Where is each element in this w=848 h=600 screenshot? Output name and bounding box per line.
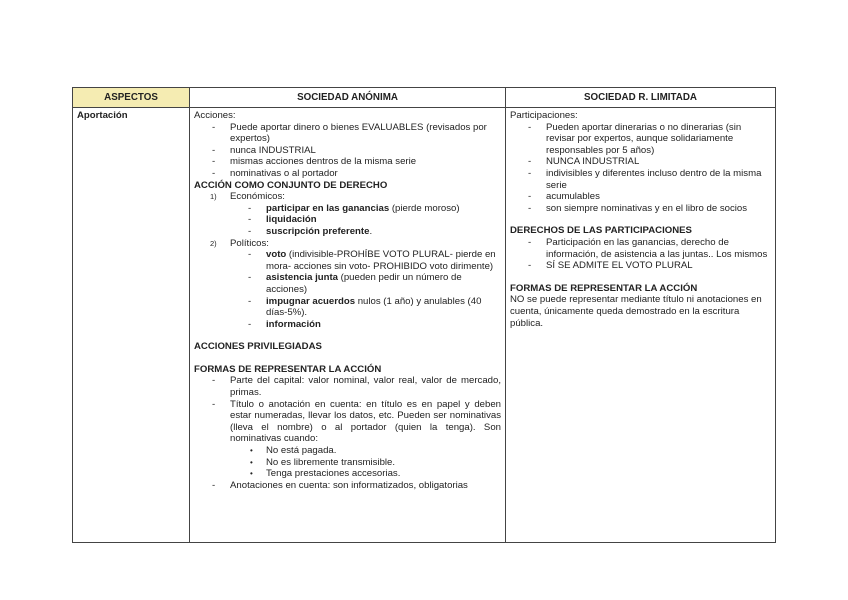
economicos-label: Económicos: <box>230 191 285 203</box>
list-item: - SÍ SE ADMITE EL VOTO PLURAL <box>510 260 771 272</box>
list-item: • No es libremente transmisible. <box>194 457 501 469</box>
list-item: - mismas acciones dentros de la misma serie <box>194 156 501 168</box>
srl-participaciones-list <box>510 122 771 215</box>
srl-heading-derechos: DERECHOS DE LAS PARTICIPACIONES <box>510 225 692 237</box>
sa-politicos-list <box>194 238 501 250</box>
list-item: - suscripción preferente. <box>194 226 501 238</box>
sa-cuando-list <box>194 445 501 480</box>
list-item: - Título o anotación en cuenta: en título es en papel y deben estar numeradas, llevar los datos, etc. Pueden ser nominativas (lleva el nombre) o al portador (quien la tenga). Son nominativas cuando: <box>194 399 501 445</box>
cell-sociedad-anonima <box>190 108 506 543</box>
list-item: - nominativas o al portador <box>194 168 501 180</box>
srl-intro: Participaciones: <box>510 110 578 121</box>
list-item-economicos <box>194 191 501 203</box>
header-sociedad-anonima: SOCIEDAD ANÓNIMA <box>190 88 506 108</box>
list-item: - Puede aportar dinero o bienes EVALUABLES (revisados por expertos) <box>194 122 501 145</box>
economicos-list <box>194 203 501 238</box>
list-item: - NUNCA INDUSTRIAL <box>510 156 771 168</box>
sa-intro: Acciones: <box>194 110 236 121</box>
list-item: - acumulables <box>510 191 771 203</box>
list-item: - indivisibles y diferentes incluso dentro de la misma serie <box>510 168 771 191</box>
cell-sociedad-limitada <box>506 108 776 543</box>
header-sociedad-limitada: SOCIEDAD R. LIMITADA <box>506 88 776 108</box>
list-item-politicos <box>194 238 501 250</box>
list-item: - voto (indivisible-PROHÍBE VOTO PLURAL- pierde en mora- acciones sin voto- PROHIBIDO voto dirimente) <box>194 249 501 272</box>
list-number: 2) <box>210 238 217 248</box>
list-item: - asistencia junta (pueden pedir un número de acciones) <box>194 272 501 295</box>
row-label-aportacion: Aportación <box>73 108 190 543</box>
list-item: • No está pagada. <box>194 445 501 457</box>
comparison-table <box>72 87 776 543</box>
list-number: 1) <box>210 192 217 202</box>
header-row <box>73 88 776 108</box>
list-item: - información <box>194 319 501 331</box>
header-aspectos: ASPECTOS <box>73 88 190 108</box>
sa-heading-privilegiadas: ACCIONES PRIVILEGIADAS <box>194 341 322 353</box>
list-item: - nunca INDUSTRIAL <box>194 145 501 157</box>
sa-heading-formas: FORMAS DE REPRESENTAR LA ACCIÓN <box>194 363 382 375</box>
sa-formas-list <box>194 375 501 445</box>
list-item: - Anotaciones en cuenta: son informatizados, obligatorias <box>194 480 501 492</box>
sa-derechos-list <box>194 191 501 203</box>
list-item: • Tenga prestaciones accesorias. <box>194 468 501 480</box>
srl-heading-formas: FORMAS DE REPRESENTAR LA ACCIÓN <box>510 282 698 294</box>
srl-derechos-list <box>510 237 771 272</box>
politicos-list <box>194 249 501 330</box>
list-item: - son siempre nominativas y en el libro de socios <box>510 203 771 215</box>
list-item: - Parte del capital: valor nominal, valor real, valor de mercado, primas. <box>194 375 501 398</box>
sa-heading-derecho: ACCIÓN COMO CONJUNTO DE DERECHO <box>194 179 388 191</box>
list-item: - impugnar acuerdos nulos (1 año) y anulables (40 días-5%). <box>194 296 501 319</box>
politicos-label: Políticos: <box>230 237 269 249</box>
srl-formas-text: NO se puede representar mediante título ni anotaciones en cuenta, únicamente queda demostrado en la escritura pública. <box>510 294 762 329</box>
sa-acciones-list <box>194 122 501 180</box>
list-item: - Participación en las ganancias, derecho de información, de asistencia a las juntas.. Los mismos <box>510 237 771 260</box>
list-item: - Pueden aportar dinerarias o no dinerarias (sin revisar por expertos, aunque solidariamente responsables por 5 años) <box>510 122 771 157</box>
table-row <box>73 108 776 543</box>
list-item: - participar en las ganancias (pierde moroso) <box>194 203 501 215</box>
sa-anotaciones-list <box>194 480 501 492</box>
list-item: - liquidación <box>194 214 501 226</box>
